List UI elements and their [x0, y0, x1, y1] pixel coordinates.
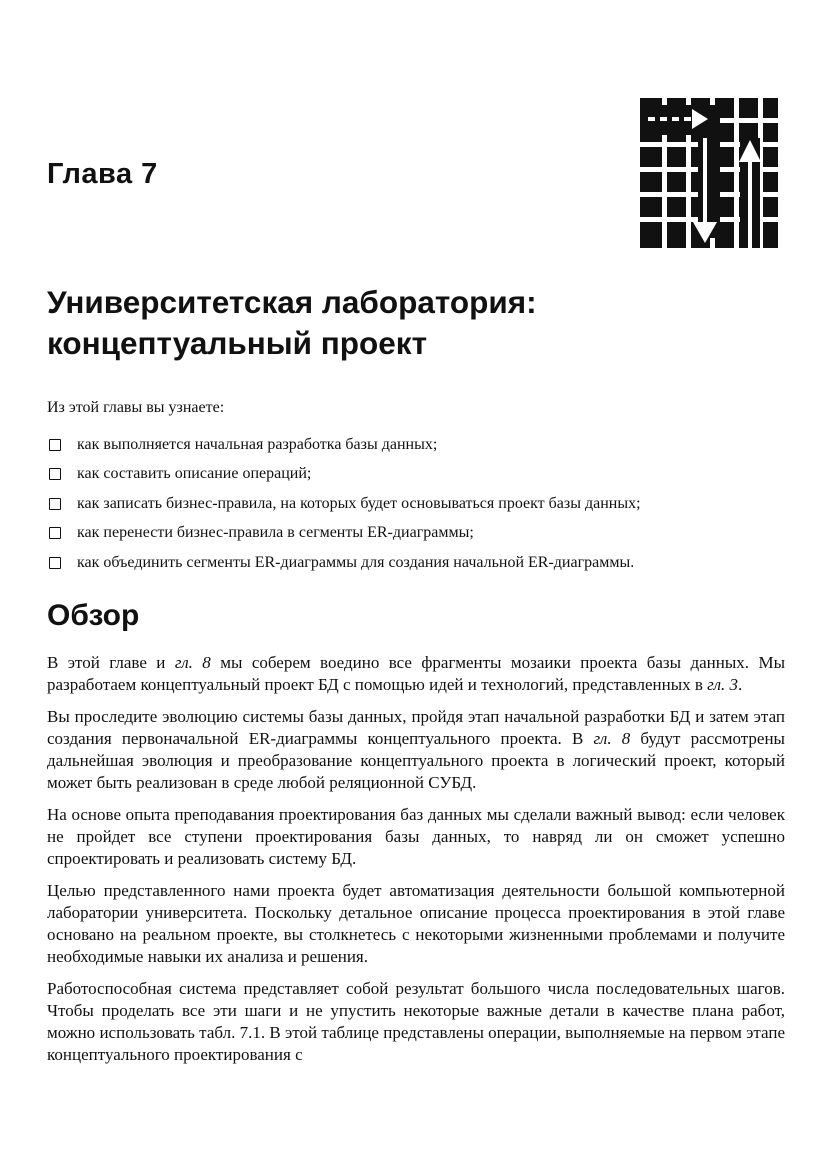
text-run: В этой главе и	[47, 653, 175, 672]
text-run: Вы проследите эволюцию системы базы данных, пройдя этап начальной разработки БД и затем этап создания первоначальной ER-диаграммы концептуального проекта. В	[47, 707, 785, 748]
chapter-grid-arrows-icon	[640, 98, 778, 248]
chapter-reference: гл. 8	[174, 653, 211, 672]
paragraph-4: Целью представленного нами проекта будет автоматизация деятельности большой компьютерной лаборатории университета. Поскольку детальное описание процесса проектирования в этой главе основано на реальном проекте, вы столкнетесь с некоторыми жизненными проблемами и получите необходимые навыки их анализа и решения.	[47, 881, 785, 966]
chapter-label: Глава 7	[47, 158, 158, 190]
list-item	[47, 489, 792, 519]
checkbox-bullet-icon	[49, 557, 61, 569]
list-item	[47, 548, 792, 578]
checkbox-bullet-icon	[49, 439, 61, 451]
checkbox-bullet-icon	[49, 527, 61, 539]
checkbox-bullet-icon	[49, 498, 61, 510]
chapter-reference: гл. 3	[707, 675, 738, 694]
goal-text: как записать бизнес-правила, на которых будет основываться проект базы данных;	[77, 494, 641, 512]
chapter-title	[47, 282, 537, 364]
goal-text: как выполняется начальная разработка базы данных;	[77, 435, 438, 453]
list-item	[47, 430, 792, 460]
list-item	[47, 460, 792, 490]
goal-text: как объединить сегменты ER-диаграммы для создания начальной ER-диаграммы.	[77, 553, 635, 571]
section-title: Обзор	[47, 599, 140, 632]
paragraph-1	[47, 652, 785, 696]
text-run: .	[738, 675, 743, 694]
goals-list	[47, 430, 792, 578]
text-run: мы соберем воедино все фрагменты мозаики проекта базы данных. Мы разработаем концептуальный проект БД с помощью идей и технологий, представленных в	[47, 653, 786, 694]
chapter-goals	[47, 396, 792, 578]
chapter-title-line-2: концептуальный проект	[47, 325, 427, 361]
paragraph-5: Работоспособная система представляет собой результат большого числа последовательных шагов. Чтобы проделать все эти шаги и не упустить некоторые важные детали в качестве плана работ, можно использовать табл. 7.1. В этой таблице представлены операции, выполняемые на первом этапе концептуального проектирования с	[47, 979, 785, 1064]
text-run: будут рассмотрены дальнейшая эволюция и преобразование концептуального проекта в логический проект, который может быть реализован в среде любой реляционной СУБД.	[47, 729, 785, 792]
paragraph-3: На основе опыта преподавания проектирования баз данных мы сделали важный вывод: если человек не пройдет все ступени проектирования базы данных, то навряд ли он сможет успешно спроектировать и реализовать систему БД.	[47, 805, 785, 868]
chapter-title-line-1: Университетская лаборатория:	[47, 284, 537, 320]
paragraph-2	[47, 706, 785, 794]
chapter-reference: гл. 8	[593, 729, 631, 748]
list-item	[47, 519, 792, 549]
checkbox-bullet-icon	[49, 468, 61, 480]
section-body	[47, 652, 785, 1076]
goals-lead: Из этой главы вы узнаете:	[47, 399, 225, 416]
goal-text: как составить описание операций;	[77, 465, 312, 483]
goal-text: как перенести бизнес-правила в сегменты ER-диаграммы;	[77, 524, 474, 542]
